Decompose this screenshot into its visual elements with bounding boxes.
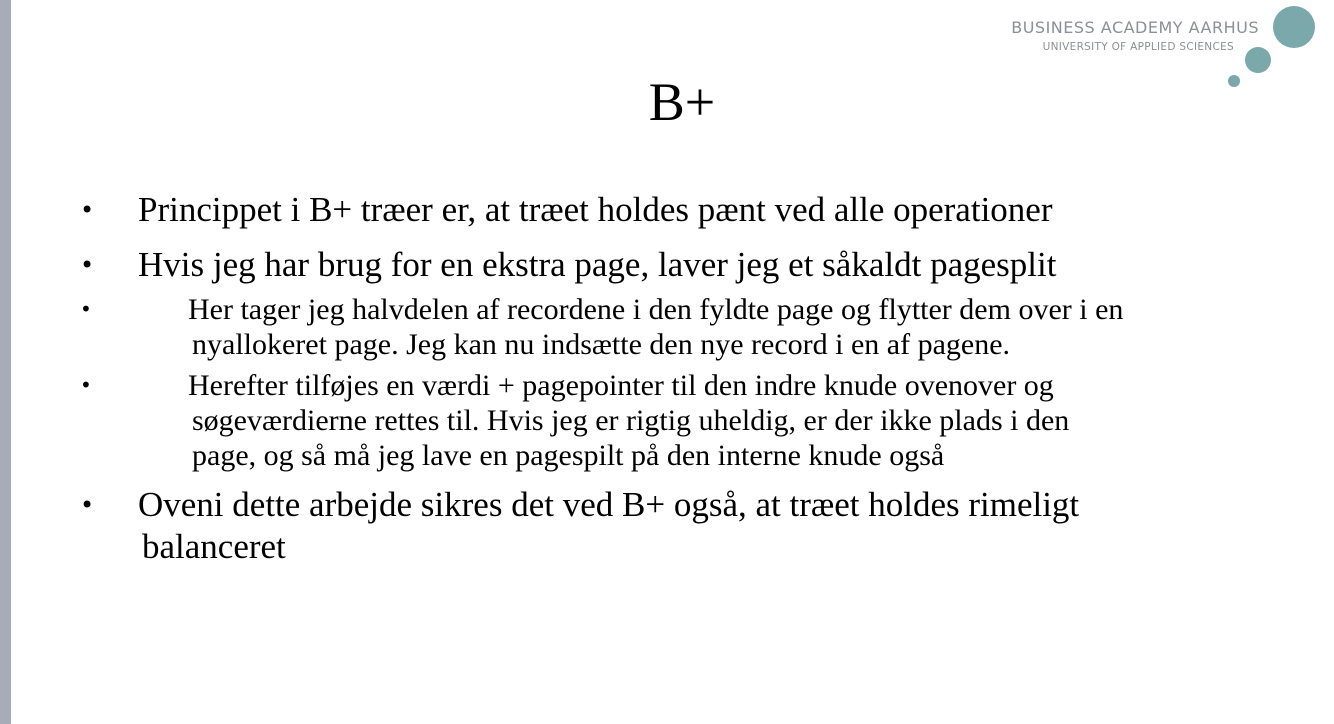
logo-subtitle: UNIVERSITY OF APPLIED SCIENCES xyxy=(1042,41,1234,53)
bullet-text: Herefter tilføjes en værdi + pagepointer til den indre knude ovenover og søgeværdierne rettes til. Hvis jeg er rigtig uheldig, er der ikke plads i den page, og så må jeg lave en pagespilt på den interne knude også xyxy=(188,369,1070,472)
bullet-icon: • xyxy=(80,491,95,519)
bullet-icon: • xyxy=(80,251,95,279)
logo-dot-large-icon xyxy=(1273,6,1315,48)
bullet-icon: • xyxy=(80,297,92,321)
bullet-icon: • xyxy=(80,373,92,397)
bullet-text: Princippet i B+ træer er, at træet holdes pænt ved alle operationer xyxy=(138,190,1053,229)
bullet-text: Her tager jeg halvdelen af recordene i den fyldte page og flytter dem over i en nyallokeret page. Jeg kan nu indsætte den nye record i en af pagene. xyxy=(188,293,1124,361)
logo-name: BUSINESS ACADEMY AARHUS xyxy=(1011,18,1259,37)
bullet-text: Hvis jeg har brug for en ekstra page, laver jeg et såkaldt pagesplit xyxy=(138,245,1057,284)
bullet-icon: • xyxy=(80,196,95,224)
slide-title: B+ xyxy=(648,72,716,132)
bullet-text: Oveni dette arbejde sikres det ved B+ også, at træet holdes rimeligt balanceret xyxy=(138,485,1080,566)
